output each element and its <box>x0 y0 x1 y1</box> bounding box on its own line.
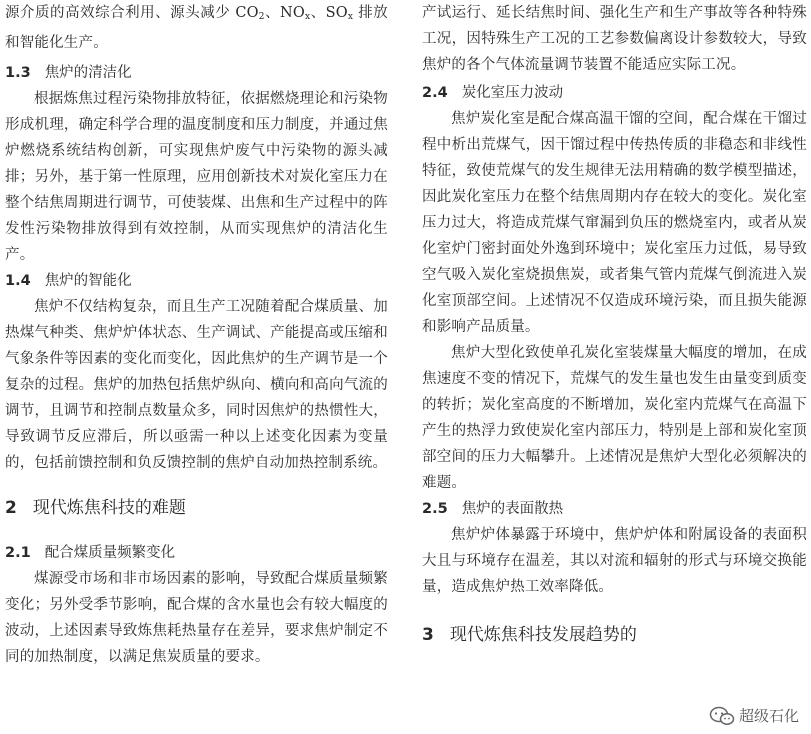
left-column <box>5 0 388 670</box>
section-3-heading: 3 现代炼焦科技发展趋势的 <box>422 625 637 645</box>
right-column <box>422 0 807 650</box>
section-2-heading: 2 现代炼焦科技的难题 <box>5 498 186 518</box>
section-2-5-paragraph: 焦炉炉体暴露于环境中，焦炉炉体和附属设备的表面积大且与环境存在温差，其以对流和辐射的形式与环境交换能量，造成焦炉热工效率降低。 <box>422 527 807 595</box>
section-2-1-paragraph: 煤源受市场和非市场因素的影响，导致配合煤质量频繁变化；另外受季节影响，配合煤的含水量也会有较大幅度的波动，上述因素导致炼焦耗热量存在差异，要求焦炉制定不同的加热制度，以满足焦炭质量的要求。 <box>5 571 388 665</box>
right-top-paragraph: 产试运行、延长结焦时间、强化生产和生产事故等各种特殊工况，因特殊生产工况的工艺参数偏离设计参数较大，导致焦炉的各个气体流量调节装置不能适应实际工况。 <box>422 5 807 73</box>
watermark-text: 超级石化 <box>738 707 799 725</box>
section-2-4-heading: 2.4 炭化室压力波动 <box>422 85 564 101</box>
section-1-4-heading: 1.4 焦炉的智能化 <box>5 273 132 289</box>
wechat-icon <box>709 706 735 726</box>
section-1-3-paragraph: 根据炼焦过程污染物排放特征，依据燃烧理论和污染物形成机理，确定科学合理的温度制度和压力制度，并通过焦炉燃烧系统结构创新，可实现焦炉废气中污染物的源头减排；另外，基于第一性原理，应用创新技术对炭化室压力在整个结焦周期进行调节，可使装煤、出焦和生产过程中的阵发性污染物排放得到有效控制，从而实现焦炉的清洁化生产。 <box>5 91 388 263</box>
section-1-4-paragraph: 焦炉不仅结构复杂，而且生产工况随着配合煤质量、加热煤气种类、焦炉炉体状态、生产调试、产能提高或压缩和气象条件等因素的变化而变化，因此焦炉的生产调节是一个复杂的过程。焦炉的加热包括焦炉纵向、横向和高向气流的调节，且调节和控制点数量众多，同时因焦炉的热惯性大，导致调节反应滞后，所以亟需一种以上述变化因素为变量的，包括前馈控制和负反馈控制的焦炉自动加热控制系统。 <box>5 299 388 471</box>
section-2-4-paragraph-2: 焦炉大型化致使单孔炭化室装煤量大幅度的增加，在成焦速度不变的情况下，荒煤气的发生量也发生由量变到质变的转折；炭化室高度的不断增加，炭化室内荒煤气在高温下产生的热浮力致使炭化室内部压力，特别是上部和炭化室顶部空间的压力大幅攀升。上述情况是焦炉大型化必须解决的难题。 <box>422 345 807 491</box>
watermark <box>707 705 801 726</box>
section-2-4-paragraph-1: 焦炉炭化室是配合煤高温干馏的空间，配合煤在干馏过程中析出荒煤气，因干馏过程中传热传质的非稳态和非线性特征，致使荒煤气的发生规律无法用精确的数学模型描述，因此炭化室压力在整个结焦周期内存在较大的变化。炭化室压力过大，将造成荒煤气窜漏到负压的燃烧室内，或者从炭化室炉门密封面处外逸到环境中；炭化室压力过低，易导致空气吸入炭化室烧损焦炭，或者集气管内荒煤气倒流进入炭化室顶部空间。上述情况不仅造成环境污染，而且损失能源和影响产品质量。 <box>422 111 807 335</box>
section-1-3-heading: 1.3 焦炉的清洁化 <box>5 65 132 81</box>
section-2-5-heading: 2.5 焦炉的表面散热 <box>422 501 564 517</box>
left-top-paragraph: 源介质的高效综合利用、源头减少 $CO_2$、$NO_x$、$SO_x$ 排放和智能化生产。 <box>5 5 388 51</box>
section-2-1-heading: 2.1 配合煤质量频繁变化 <box>5 545 176 561</box>
